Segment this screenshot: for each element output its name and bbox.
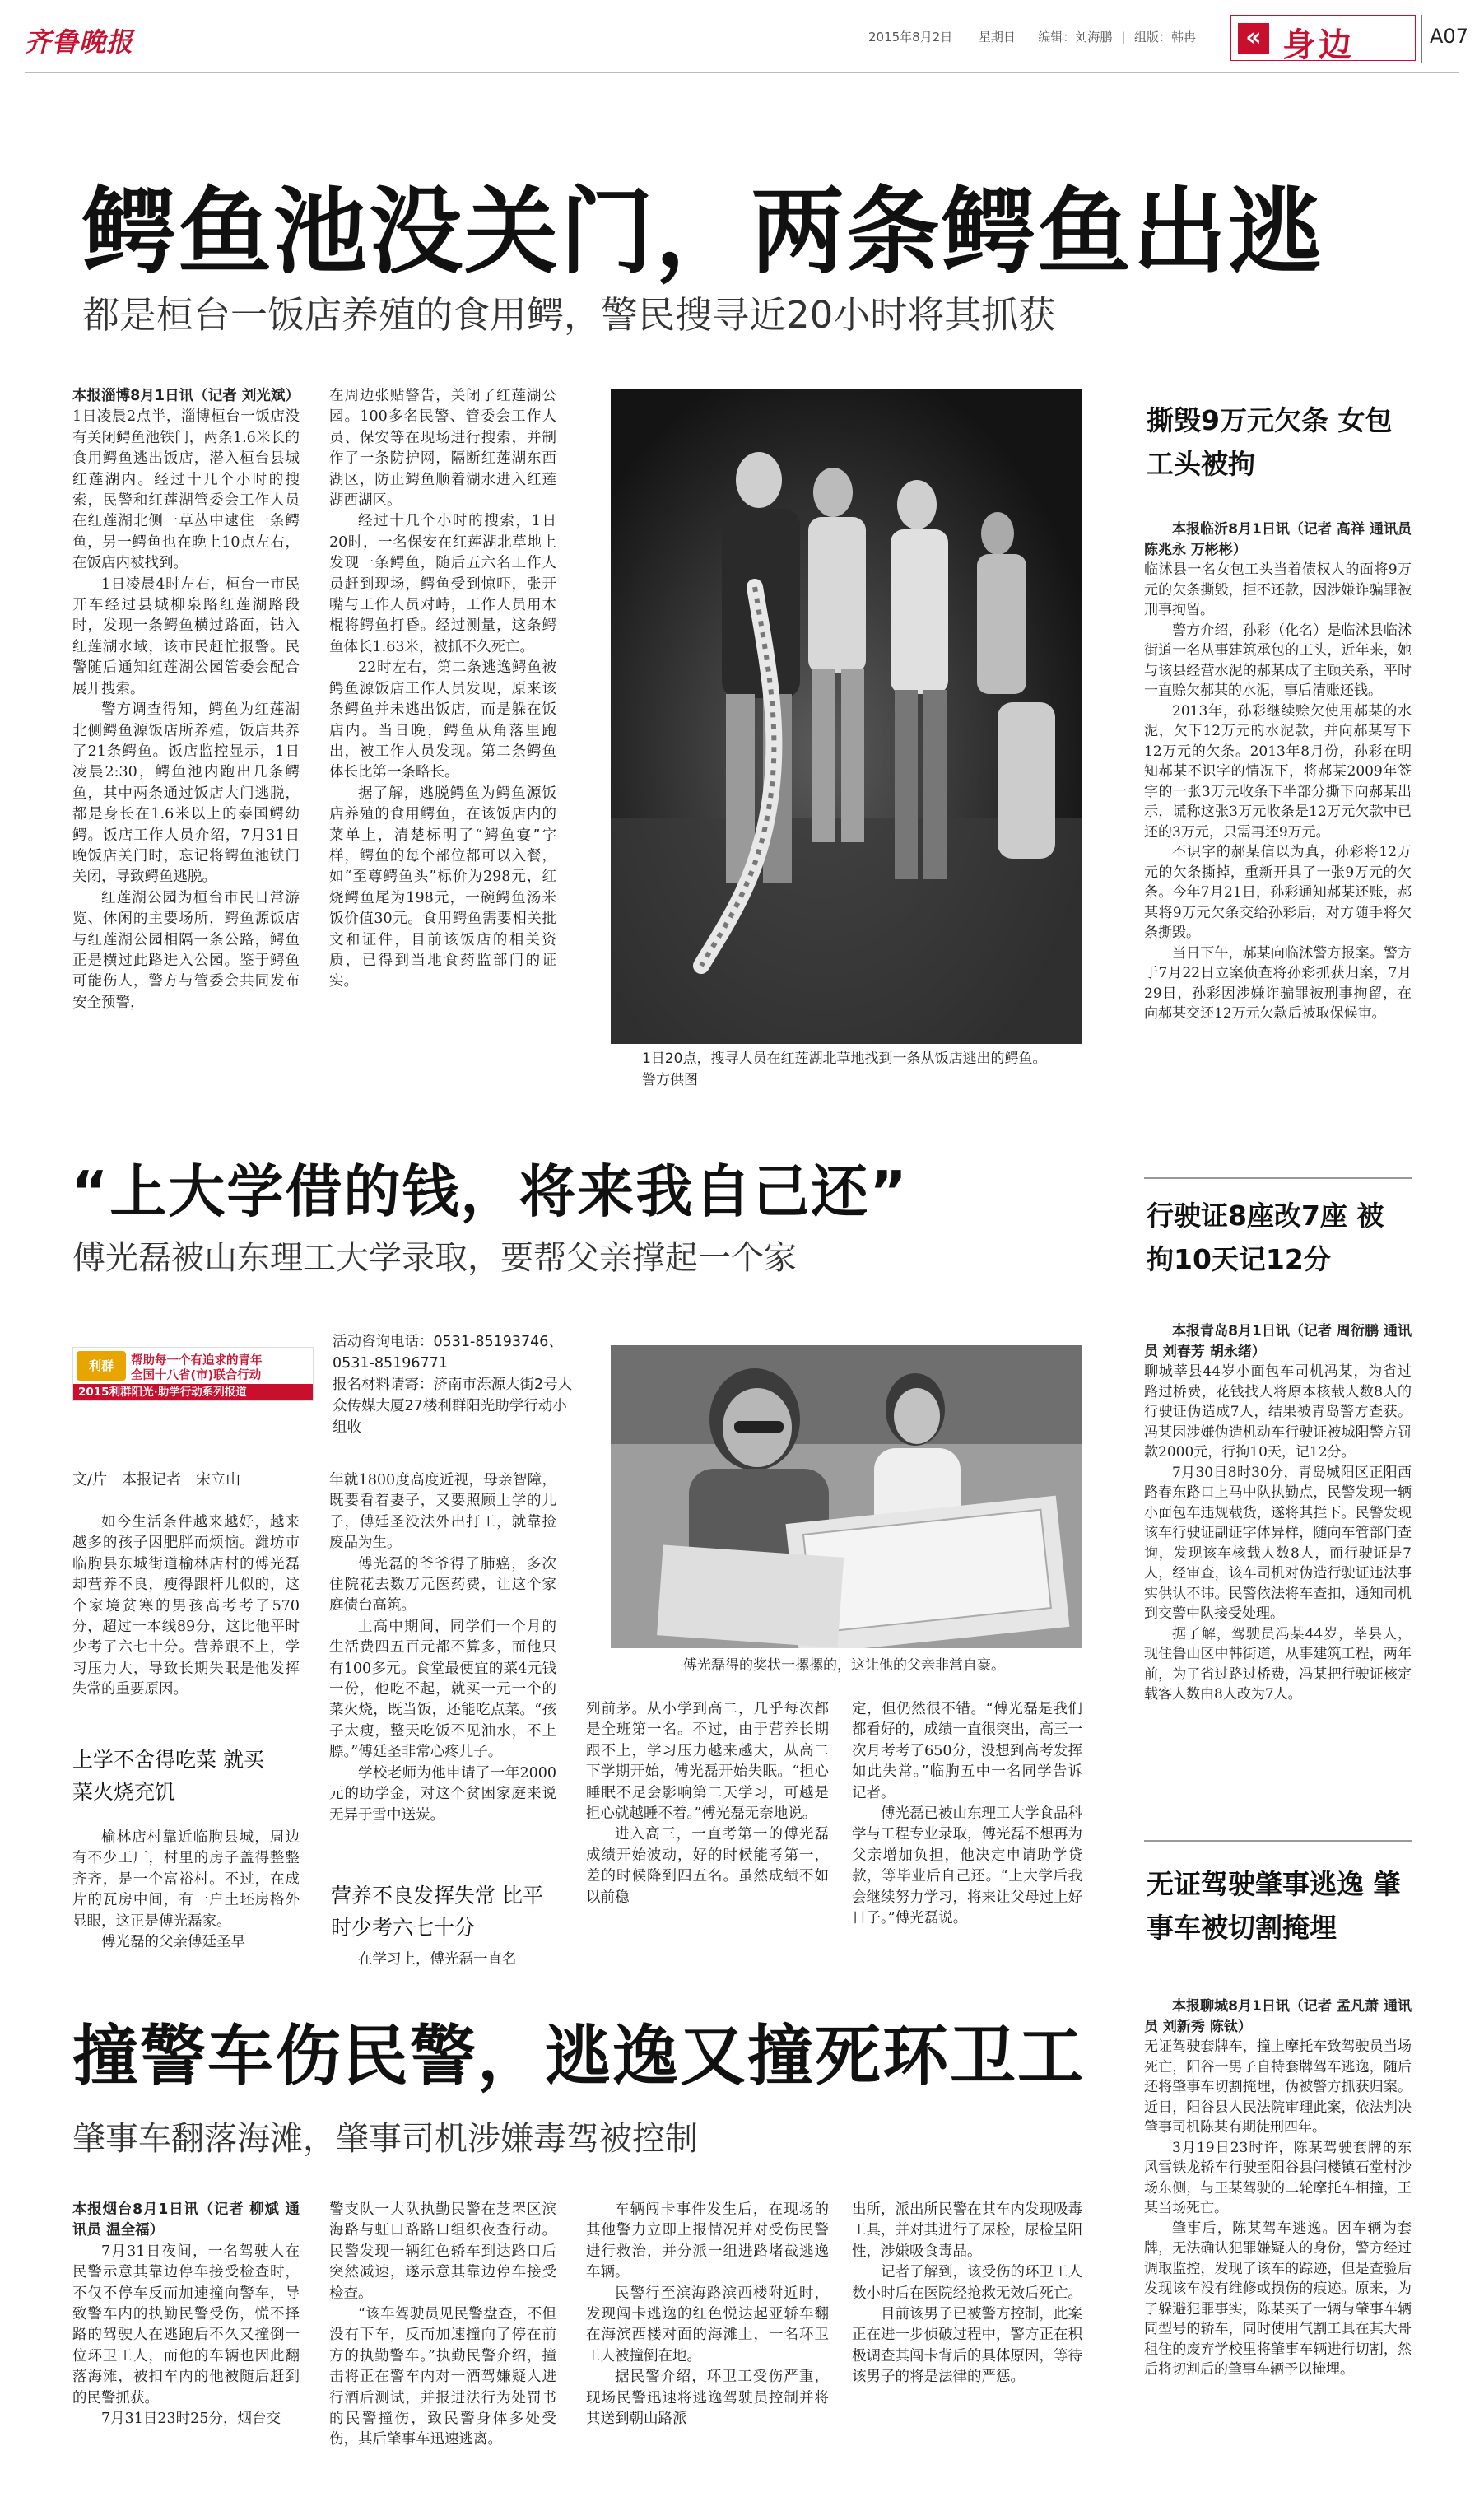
banner-line-3: 2015利群阳光·助学行动系列报道 [73, 1384, 313, 1400]
story2-title: “上大学借的钱，将来我自己还” [71, 1159, 909, 1225]
page-number: A07 [1430, 25, 1468, 48]
lequn-logo-text: 利群 [88, 1358, 114, 1373]
story2-paragraph: 傅光磊的父亲傅廷圣早 [101, 1934, 245, 1951]
story3-paragraph: 车辆闯卡事件发生后，在现场的其他警力立即上报情况并对受伤民警进行救治，并分派一组进路堵截逃逸车辆。 [586, 2201, 829, 2281]
side3-body [1144, 1996, 1412, 2500]
side3-byline: 本报聊城8月1日讯（记者 孟凡萧 通讯员 刘新秀 陈钛） [1144, 1998, 1412, 2035]
story3-paragraph: 7月31日夜间，一名驾驶人在民警示意其靠边停车接受检查时，不仅不停车反而加速撞向警车，导致警车内的执勤民警受伤，慌不择路的驾驶人在逃跑后不久又撞倒一位环卫工人，而他的车辆也因此翻落海滩，被扣车内的他被随后赶到的民警抓获。 [72, 2243, 300, 2406]
editor-credit: 编辑：刘海鹏 [1038, 30, 1113, 44]
story1-paragraph: 警方调查得知，鳄鱼为红莲湖北侧鳄鱼源饭店所养殖，饭店共养了21条鳄鱼。饭店监控显示，1日凌晨2:30，鳄鱼池内跑出几条鳄鱼，其中两条通过饭店大门逃脱，都是身长在1.6米以上的泰国鳄幼鳄。饭店工作人员介绍，7月31日晚饭店关门时，忘记将鳄鱼池铁门关闭，导致鳄鱼逃脱。 [72, 701, 300, 886]
story1-paragraph: 22时左右，第二条逃逸鳄鱼被鳄鱼源饭店工作人员发现，原来该条鳄鱼并未逃出饭店，而是躲在饭店内。当日晚，鳄鱼从角落里跑出，被工作人员发现。第二条鳄鱼体长比第一条略长。 [329, 659, 556, 781]
activity-contact: 活动咨询电话：0531-85193746、0531-85196771 [333, 1334, 563, 1372]
header-rule [25, 72, 1459, 73]
story1-subtitle: 都是桓台一饭店养殖的食用鳄，警民搜寻近20小时将其抓获 [82, 293, 1056, 337]
story3-byline: 本报烟台8月1日讯（记者 柳斌 通讯员 温全福） [72, 2201, 300, 2239]
side1-paragraph: 警方介绍，孙彩（化名）是临沭县临沭街道一名从事建筑承包的工头，近年来，她与该县经营水泥的郝某成了主顾关系，平时一直赊欠郝某的水泥，事后清账还钱。 [1144, 622, 1412, 699]
side3-title [1147, 1862, 1418, 1950]
story1-paragraph: 红莲湖公园为桓台市民日常游览、休闲的主要场所，鳄鱼源饭店与红莲湖公园相隔一条公路，鳄鱼正是横过此路进入公园。鉴于鳄鱼可能伤人，警方与管委会共同发布安全预警， [72, 889, 300, 1011]
activity-banner [72, 1347, 314, 1401]
story1-paragraph: 在周边张贴警告，关闭了红莲湖公园。100多名民警、管委会工作人员、保安等在现场进行搜索，并制作了一条防护网，隔断红莲湖东西湖区，防止鳄鱼顺着湖水进入红莲湖西湖区。 [329, 388, 556, 510]
story3-paragraph: 据民警介绍，环卫工受伤严重，现场民警迅速将逃逸驾驶员控制并将其送到朝山路派 [586, 2369, 829, 2428]
story1-paragraph: 1日凌晨4时左右，桓台一市民开车经过县城柳泉路红莲湖路段时，发现一条鳄鱼横过路面，钻入红莲湖水域，该市民赶忙报警。民警随后通知红莲湖公园管委会配合展开搜索。 [72, 575, 300, 697]
newspaper-logo: 齐鲁晚报 [25, 26, 134, 58]
story2-paragraph: 学校老师为他申请了一年2000元的助学金，对这个贫困家庭来说无异于雪中送炭。 [329, 1764, 556, 1824]
side1-paragraph: 当日下午，郝某向临沭警方报案。警方于7月22日立案侦查将孙彩抓获归案，7月29日，孙彩因涉嫌诈骗罪被刑事拘留，在向郝某交还12万元欠款后被取保候审。 [1144, 944, 1412, 1022]
story3-column-2 [329, 2200, 556, 2498]
lequn-logo [77, 1351, 126, 1381]
story2-byline: 文/片 本报记者 宋立山 [72, 1471, 241, 1488]
header-meta: 2015年8月2日 星期日 编辑：刘海鹏 | 组版：韩冉 [868, 30, 1197, 44]
side3-paragraph: 3月19日23时许，陈某驾驶套牌的东风雪铁龙轿车行驶至阳谷县闫楼镇石堂村沙场东侧，与王某驾驶的二轮摩托车相撞，王某当场死亡。 [1144, 2139, 1412, 2216]
story3-subtitle: 肇事车翻落海滩，肇事司机涉嫌毒驾被控制 [72, 2120, 698, 2158]
story2-paragraph: 列前茅。从小学到高二，几乎每次都是全班第一名。不过，由于营养长期跟不上，学习压力越来越大，从高二下学期开始，傅光磊开始失眠。“担心睡眠不足会影响第二天学习，可越是担心就越睡不着。”傅光磊无奈地说。 [586, 1701, 829, 1823]
side1-body [1144, 519, 1412, 1174]
story2-column-1b [72, 1828, 300, 1971]
side2-paragraph: 据了解，驾驶员冯某44岁，莘县人，现住鲁山区中韩街道，从事建筑工程，两年前，为了省过路过桥费，冯某把行驶证核定载客人数由8人改为7人。 [1144, 1625, 1412, 1703]
header-divider [1421, 15, 1422, 63]
award-certificates-scene-icon [611, 1345, 1082, 1648]
side2-rule [1144, 1840, 1412, 1842]
story3-paragraph: 7月31日23时25分，烟台交 [101, 2411, 281, 2428]
story3-column-3 [586, 2200, 829, 2498]
story3-paragraph: 出所，派出所民警在其车内发现吸毒工具，并对其进行了尿检，尿检呈阳性，涉嫌吸食毒品。 [852, 2201, 1082, 2260]
side2-title [1147, 1194, 1410, 1281]
side3-title-text: 无证驾驶肇事逃逸 肇事车被切割掩埋 [1147, 1868, 1401, 1944]
activity-address: 报名材料请寄：济南市泺源大街2号大众传媒大厦27楼利群阳光助学行动小组收 [333, 1377, 573, 1436]
story3-paragraph: “该车驾驶员见民警盘查，不但没有下车，反而加速撞向了停在前方的执勤警车。”执勤民警介绍，撞击将正在警车内对一酒驾嫌疑人进行酒后测试，并报进法行为处罚书的民警撞伤，致民警身体多处受伤，其后肇事车迅速逃离。 [329, 2306, 556, 2448]
story1-column-2 [329, 386, 556, 1115]
story3-column-4 [852, 2200, 1082, 2498]
masthead [0, 0, 1484, 76]
story3-column-1 [72, 2200, 300, 2498]
side2-byline: 本报青岛8月1日讯（记者 周衍鹏 通讯员 刘春芳 胡永绪） [1144, 1323, 1412, 1360]
story1-photo-caption: 1日20点，搜寻人员在红莲湖北草地找到一条从饭店逃出的鳄鱼。 警方供图 [642, 1051, 1207, 1088]
side1-byline: 本报临沂8月1日讯（记者 高祥 通讯员 陈兆永 万彬彬） [1144, 521, 1412, 558]
issue-weekday: 星期日 [978, 30, 1016, 44]
story2-subhead-2: 营养不良发挥失常 比平时少考六七十分 [331, 1884, 543, 1940]
side1-paragraph: 临沭县一名女包工头当着债权人的面将9万元的欠条撕毁，拒不还款，因涉嫌诈骗罪被刑事拘留。 [1144, 561, 1412, 618]
banner-line-1: 帮助每一个有追求的青年 [131, 1354, 263, 1367]
side2-title-text: 行驶证8座改7座 被拘10天记12分 [1147, 1200, 1384, 1275]
side1-title-text: 撕毁9万元欠条 女包工头被拘 [1147, 404, 1393, 480]
story2-photo-caption: 傅光磊得的奖状一摞摞的，这让他的父亲非常自豪。 [683, 1657, 1005, 1674]
story3-title: 撞警车伤民警，逃逸又撞死环卫工 [72, 2018, 1085, 2094]
story1-title: 鳄鱼池没关门，两条鳄鱼出逃 [82, 177, 1324, 287]
story3-paragraph: 警支队一大队执勤民警在芝罘区滨海路与虹口路路口组织夜查行动。民警发现一辆红色轿车到达路口后突然减速，遂示意其靠边停车接受检查。 [329, 2201, 556, 2302]
side2-paragraph: 聊城莘县44岁小面包车司机冯某，为省过路过桥费，花钱找人将原本核载人数8人的行驶证伪造成7人，结果被青岛警方查获。冯某因涉嫌伪造机动车行驶证被城阳警方罚款2000元，行拘10天，记12分。 [1144, 1363, 1412, 1460]
section-tab [1230, 15, 1416, 64]
story2-paragraph: 傅光磊的爷爷得了肺癌，多次住院花去数万元医药费，让这个家庭债台高筑。 [329, 1555, 556, 1614]
story2-column-1 [72, 1512, 300, 1726]
layout-credit: 组版：韩冉 [1134, 30, 1197, 44]
side1-rule [1144, 1177, 1412, 1179]
side1-paragraph: 2013年，孙彩继续赊欠使用郝某的水泥，欠下12万元的水泥款，并向郝某写下12万元的欠条。2013年8月份，孙彩在明知郝某不识字的情况下，将郝某2009年签字的一张3万元收条下半部分撕下向郝某出示，谎称这张3万元收条是12万元欠款中已还的3万元，只需再还9万元。 [1144, 702, 1412, 841]
story1-byline: 本报淄博8月1日讯（记者 刘光斌） [72, 388, 300, 404]
story1-paragraph: 据了解，逃脱鳄鱼为鳄鱼源饭店养殖的食用鳄鱼，在该饭店内的菜单上，清楚标明了“鳄鱼宴”字样，鳄鱼的每个部位都可以入餐，如“至尊鳄鱼头”标价为298元，红烧鳄鱼尾为198元，一碗鳄鱼汤米饭价值30元。食用鳄鱼需要相关批文和证件，目前该饭店的相关资质，已得到当地食药监部门的证实。 [329, 785, 556, 990]
story2-column-2b [329, 1950, 556, 1974]
story2-paragraph: 上高中期间，同学们一个月的生活费四五百元都不算多，而他只有100多元。食堂最便宜的菜4元钱一份，他吃不起，就买一元一个的菜火烧，既当饭，还能吃点菜。“孩子太瘦，整天吃饭不见油水，不上膘。”傅廷圣非常心疼儿子。 [329, 1618, 556, 1761]
story3-paragraph: 记者了解到，该受伤的环卫工人数小时后在医院经抢救无效后死亡。 [852, 2264, 1082, 2302]
story1-paragraph: 1日凌晨2点半，淄博桓台一饭店没有关闭鳄鱼池铁门，两条1.6米长的食用鳄鱼逃出饭店，潜入桓台县城红莲湖内。经过十几个小时的搜索，民警和红莲湖管委会工作人员在红莲湖北侧一草丛中逮住一条鳄鱼，另一鳄鱼也在晚上10点左右，在饭店内被找到。 [72, 408, 300, 572]
story1-paragraph: 经过十几个小时的搜索，1日20时，一名保安在红莲湖北草地上发现一条鳄鱼，随后五六名工作人员赶到现场，鳄鱼受到惊吓，张开嘴与工作人员对峙，工作人员用木棍将鳄鱼打昏。经过测量，这条鳄鱼体长1.63米，被抓不久死亡。 [329, 513, 556, 655]
story2-paragraph: 如今生活条件越来越好，越来越多的孩子因肥胖而烦恼。潍坊市临朐县东城街道榆林店村的傅光磊却营养不良，瘦得跟杆儿似的，这个家境贫寒的男孩高考考了570分，超过一本线89分，这比他平时少考了六七十分。营养跟不上，学习压力大，导致长期失眠是他发挥失常的重要原因。 [72, 1514, 300, 1698]
story2-paragraph: 榆林店村靠近临朐县城，周边有不少工厂，村里的房子盖得整整齐齐，是一个富裕村。不过，在成片的瓦房中间，有一户土坯房格外显眼，这正是傅光磊家。 [72, 1829, 300, 1930]
side3-paragraph: 肇事后，陈某驾车逃逸。因车辆为套牌，无法确认犯罪嫌疑人的身份，警方经过调取监控，发现了该车的踪迹，但是查验后发现该车没有维修或损伤的痕迹。原来，为了躲避犯罪事实，陈某买了一辆与肇事车辆同型号的轿车，同时使用气割工具在其大哥租住的废弃学校里将肇事车辆进行切割，然后将切割后的肇事车辆予以掩埋。 [1144, 2220, 1412, 2378]
story2-column-4 [852, 1699, 1082, 1971]
story1-crocodile-photo [611, 389, 1082, 1044]
story1-column-1 [72, 386, 300, 1115]
story3-paragraph: 目前该男子已被警方控制，此案正在进一步侦破过程中，警方正在积极调查其闯卡背后的具体原因，等待该男子的将是法律的严惩。 [852, 2306, 1082, 2386]
banner-line-2: 全国十八省(市)联合行动 [131, 1369, 262, 1382]
side2-body [1144, 1321, 1412, 1819]
story2-paragraph: 定，但仍然很不错。“傅光磊是我们都看好的，成绩一直很突出，高三一次月考考了650分，没想到高考发挥如此失常。”临朐五中一名同学告诉记者。 [852, 1701, 1082, 1801]
side3-paragraph: 无证驾驶套牌车，撞上摩托车致驾驶员当场死亡，阳谷一男子自特套牌驾车逃逸，随后还将肇事车切割掩埋，伪被警方抓获归案。近日，阳谷县人民法院审理此案，依法判决肇事司机陈某有期徒刑四年。 [1144, 2038, 1412, 2136]
side2-paragraph: 7月30日8时30分，青岛城阳区正阳西路春东路口上马中队执勤点，民警发现一辆小面包车违规载货，遂将其拦下。民警发现该车行驶证副证字体异样，随向车管部门查询，发现该车核载人数8人，而行驶证是7人，经审查，该车司机对伪造行驶证违法事实供认不讳。民警依法将车查扣，通知司机到交警中队接受处理。 [1144, 1464, 1412, 1622]
story2-paragraph: 进入高三，一直考第一的傅光磊成绩开始波动，好的时候能考第一，差的时候降到四五名。虽然成绩不如以前稳 [586, 1826, 829, 1906]
story3-paragraph: 民警行至滨海路滨西楼附近时，发现闯卡逃逸的红色悦达起亚轿车翻在海滨西楼对面的海滩上，一名环卫工人被撞倒在地。 [586, 2285, 829, 2364]
section-chevron-icon: « [1238, 23, 1269, 54]
story2-paragraph: 傅光磊已被山东理工大学食品科学与工程专业录取，傅光磊不想再为父亲增加负担，他决定申请助学贷款，等毕业后自己还。“上大学后我会继续努力学习，将来让父母过上好日子。”傅光磊说。 [852, 1805, 1082, 1927]
story2-paragraph: 在学习上，傅光磊一直名 [358, 1951, 517, 1968]
story2-paragraph: 年就1800度高度近视，母亲智障，既要看着妻子，又要照顾上学的儿子，傅廷圣没法外出打工，就靠捡废品为生。 [329, 1472, 556, 1552]
issue-date: 2015年8月2日 [868, 30, 953, 44]
story2-subtitle: 傅光磊被山东理工大学录取，要帮父亲撑起一个家 [72, 1239, 797, 1277]
story2-column-2 [329, 1470, 556, 1849]
story2-father-son-photo [611, 1345, 1082, 1648]
story2-column-3 [586, 1699, 829, 1971]
crocodile-search-scene-icon [611, 389, 1082, 1044]
side1-title [1147, 398, 1418, 486]
side1-paragraph: 不识字的郝某信以为真，孙彩将12万元的欠条撕掉，重新开具了一张9万元的欠条。今年7月21日，孙彩通知郝某还账，郝某将9万元欠条交给孙彩后，对方随手将欠条撕毁。 [1144, 844, 1412, 941]
story2-subhead-1: 上学不舍得吃菜 就买菜火烧充饥 [72, 1748, 264, 1804]
section-name: 身边 [1282, 26, 1355, 64]
